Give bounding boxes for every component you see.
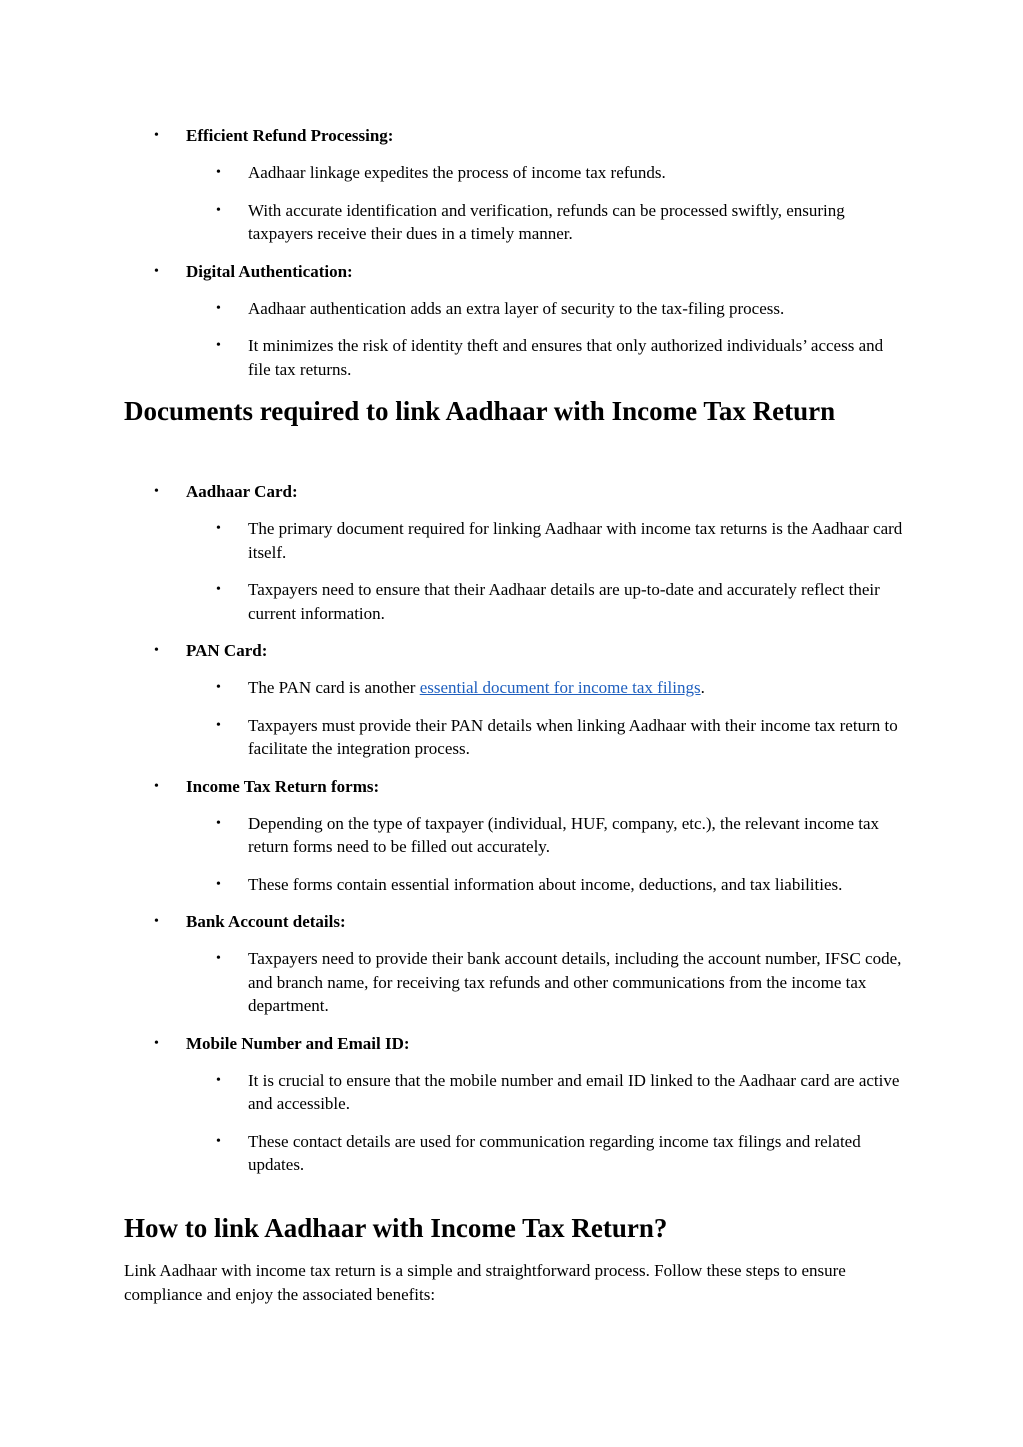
bullet-icon: • bbox=[216, 582, 221, 597]
list-item-digital-authentication bbox=[124, 260, 904, 382]
sub-list-item-text: It minimizes the risk of identity theft and ensures that only authorized individuals’ access and file tax returns. bbox=[248, 336, 884, 379]
benefits-list bbox=[124, 124, 904, 381]
heading-documents-required: Documents required to link Aadhaar with Income Tax Return bbox=[124, 396, 836, 426]
sub-list-item-text: With accurate identification and verification, refunds can be processed swiftly, ensuring taxpayers receive their dues in a timely manner. bbox=[248, 200, 845, 243]
sub-list-item bbox=[186, 1130, 904, 1177]
list-item-refund-processing bbox=[124, 124, 904, 246]
list-item-mobile-email bbox=[124, 1032, 904, 1177]
sub-list bbox=[186, 161, 904, 246]
sub-list-item-text: Depending on the type of taxpayer (individual, HUF, company, etc.), the relevant income tax return forms need to be filled out accurately. bbox=[248, 813, 880, 856]
sub-list-item bbox=[186, 1069, 904, 1116]
bullet-icon: • bbox=[154, 643, 159, 658]
sub-list bbox=[186, 676, 904, 761]
sub-list-item bbox=[186, 873, 904, 897]
sub-list-item-text: These contact details are used for communication regarding income tax filings and related updates. bbox=[248, 1131, 861, 1174]
sub-list-item bbox=[186, 947, 904, 1018]
documents-list bbox=[124, 480, 904, 1177]
bullet-icon: • bbox=[216, 680, 221, 695]
list-item-title: Income Tax Return forms: bbox=[186, 776, 380, 796]
sub-list-item bbox=[186, 334, 904, 381]
sub-list-item-text: Taxpayers need to provide their bank account details, including the account number, IFSC code, and branch name, for receiving tax refunds and other communications from the income tax department. bbox=[248, 949, 902, 1015]
sub-list-item-text: Taxpayers must provide their PAN details when linking Aadhaar with their income tax return to facilitate the integration process. bbox=[248, 715, 898, 758]
bullet-icon: • bbox=[216, 338, 221, 353]
sub-list-item bbox=[186, 578, 904, 625]
bullet-icon: • bbox=[216, 876, 221, 892]
sub-list-item bbox=[186, 676, 904, 700]
sub-list-item-text: The primary document required for linking Aadhaar with income tax returns is the Aadhaar card itself. bbox=[248, 519, 903, 562]
bullet-icon: • bbox=[154, 484, 159, 499]
bullet-icon: • bbox=[216, 815, 221, 831]
bullet-icon: • bbox=[216, 165, 221, 180]
bullet-icon: • bbox=[216, 521, 221, 536]
bullet-icon: • bbox=[154, 263, 159, 279]
sub-list-item-text: Aadhaar authentication adds an extra layer of security to the tax-filing process. bbox=[248, 298, 785, 318]
benefits-list-section bbox=[124, 124, 904, 395]
list-item-title: Aadhaar Card: bbox=[186, 482, 298, 501]
list-item-title: PAN Card: bbox=[186, 641, 268, 660]
sub-list-item-text: These forms contain essential information about income, deductions, and tax liabilities. bbox=[248, 874, 843, 894]
documents-list-section bbox=[124, 480, 904, 1191]
sub-list-item-text: Taxpayers need to ensure that their Aadhaar details are up-to-date and accurately reflect their current information. bbox=[248, 580, 880, 623]
bullet-icon: • bbox=[154, 914, 159, 929]
list-item-pan-card bbox=[124, 639, 904, 761]
bullet-icon: • bbox=[154, 128, 159, 143]
list-item-aadhaar-card bbox=[124, 480, 904, 625]
sub-list-item-text: Aadhaar linkage expedites the process of income tax refunds. bbox=[248, 163, 666, 182]
list-item-title: Mobile Number and Email ID: bbox=[186, 1033, 410, 1053]
sub-list-item bbox=[186, 161, 904, 185]
sub-list-item-text: It is crucial to ensure that the mobile number and email ID linked to the Aadhaar card are active and accessible. bbox=[248, 1070, 900, 1113]
sub-list-item bbox=[186, 199, 904, 246]
list-item-itr-forms bbox=[124, 775, 904, 897]
bullet-icon: • bbox=[216, 951, 221, 966]
bullet-icon: • bbox=[216, 1133, 221, 1149]
bullet-icon: • bbox=[216, 717, 221, 733]
sub-list-item-text bbox=[248, 678, 705, 697]
sub-list bbox=[186, 297, 904, 382]
list-item-title: Bank Account details: bbox=[186, 912, 346, 931]
bullet-icon: • bbox=[216, 202, 221, 218]
sub-list bbox=[186, 1069, 904, 1177]
sub-list-item bbox=[186, 297, 904, 321]
sub-list bbox=[186, 947, 904, 1018]
essential-document-link[interactable]: essential document for income tax filings bbox=[419, 678, 701, 697]
how-to-link-paragraph: Link Aadhaar with income tax return is a simple and straightforward process. Follow these steps to ensure compliance and enjoy the associated benefits: bbox=[124, 1261, 846, 1304]
bullet-icon: • bbox=[154, 778, 159, 794]
sub-list-item bbox=[186, 517, 904, 564]
sub-list-item bbox=[186, 714, 904, 761]
bullet-icon: • bbox=[154, 1035, 159, 1051]
list-item-bank-account bbox=[124, 910, 904, 1018]
pan-text-after-link: . bbox=[700, 678, 705, 697]
sub-list-item bbox=[186, 812, 904, 859]
bullet-icon: • bbox=[216, 300, 221, 316]
list-item-title: Efficient Refund Processing: bbox=[186, 126, 394, 145]
heading-how-to-link: How to link Aadhaar with Income Tax Return? bbox=[124, 1213, 668, 1243]
pan-text-before-link: The PAN card is another bbox=[248, 678, 420, 697]
sub-list bbox=[186, 517, 904, 625]
sub-list bbox=[186, 812, 904, 897]
list-item-title: Digital Authentication: bbox=[186, 261, 353, 281]
bullet-icon: • bbox=[216, 1072, 221, 1088]
